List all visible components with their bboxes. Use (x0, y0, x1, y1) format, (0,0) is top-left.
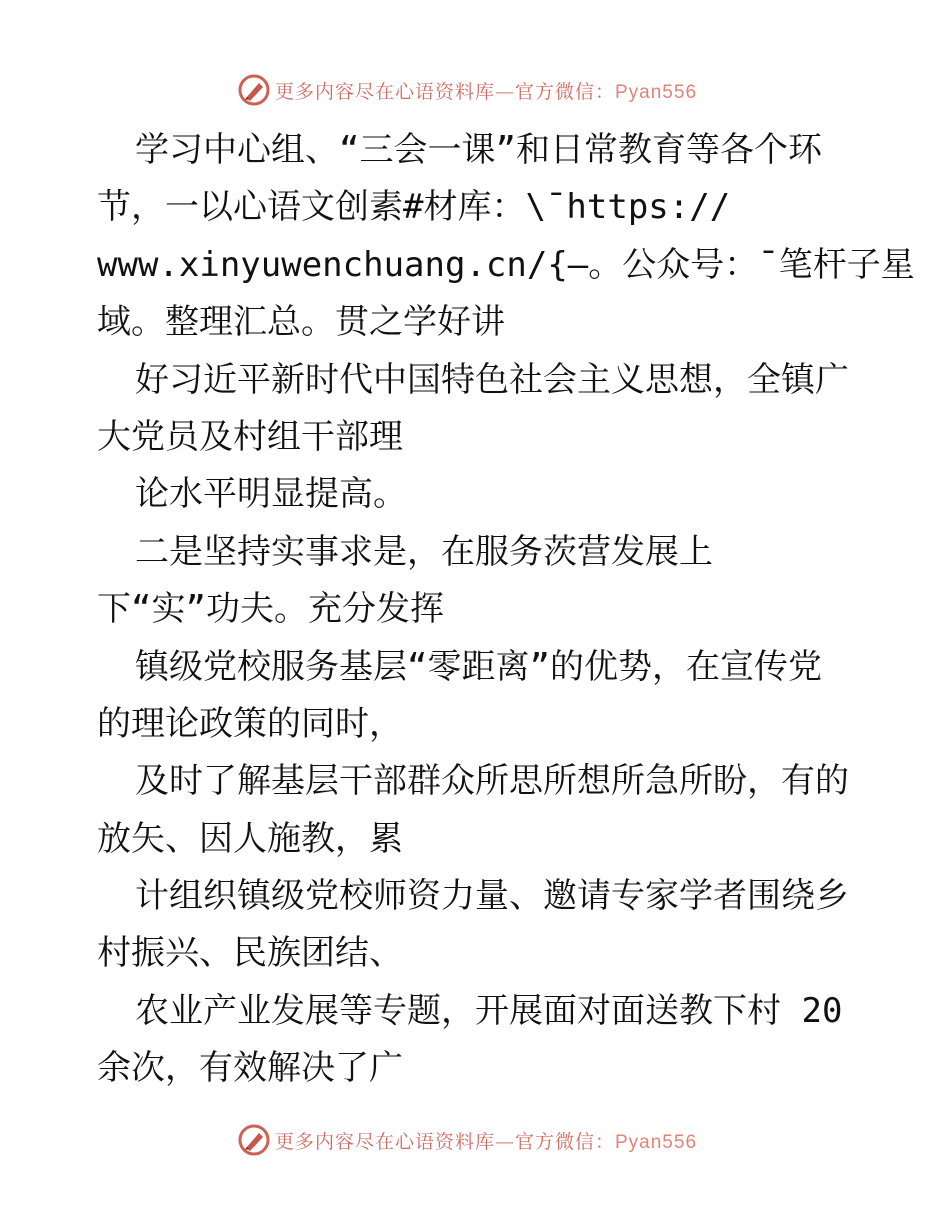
text-line: www.xinyuwenchuang.cn/{—。公众号：¯笔杆子星 (97, 244, 915, 285)
banner-wechat-id: Pyan556 (615, 81, 698, 103)
text-line: 二是坚持实事求是，在服务茨营发展上 (135, 531, 713, 572)
text-line: 好习近平新时代中国特色社会主义思想，全镇广 (135, 359, 849, 400)
banner-wechat-label: 官方微信： (514, 1130, 615, 1153)
document-body (97, 122, 915, 1098)
banner-site-name: 更多内容尽在心语资料库 (274, 1130, 495, 1153)
banner-wechat-id: Pyan556 (615, 1131, 698, 1153)
pen-logo-icon (237, 73, 271, 107)
pen-logo-icon (237, 1123, 271, 1157)
text-line: 镇级党校服务基层“零距离”的优势，在宣传党 (135, 646, 822, 687)
text-line: 放矢、因人施教，累 (97, 818, 403, 859)
banner-site-name: 更多内容尽在心语资料库 (274, 80, 495, 103)
text-line: 计组织镇级党校师资力量、邀请专家学者围绕乡 (135, 876, 849, 917)
header-banner (0, 70, 950, 110)
text-line: 学习中心组、“三会一课”和日常教育等各个环 (135, 130, 822, 170)
text-line: 及时了解基层干部群众所思所想所急所盼，有的 (135, 761, 849, 802)
banner-separator: — (494, 80, 515, 103)
text-line: 下“实”功夫。充分发挥 (97, 589, 444, 630)
text-line: 节，一以心语文创素#材库：\¯https:// (97, 187, 731, 228)
text-line: 村振兴、民族团结、 (97, 933, 403, 974)
text-line: 域。整理汇总。贯之学好讲 (97, 302, 505, 343)
banner-wechat-label: 官方微信： (514, 80, 615, 103)
text-line: 大党员及村组干部理 (97, 416, 403, 457)
banner-separator: — (494, 1130, 515, 1153)
text-line: 农业产业发展等专题，开展面对面送教下村 20 (135, 990, 843, 1031)
text-line: 的理论政策的同时， (97, 703, 403, 744)
text-line: 余次，有效解决了广 (97, 1048, 403, 1089)
text-line: 论水平明显提高。 (135, 474, 407, 515)
footer-banner (0, 1120, 950, 1160)
